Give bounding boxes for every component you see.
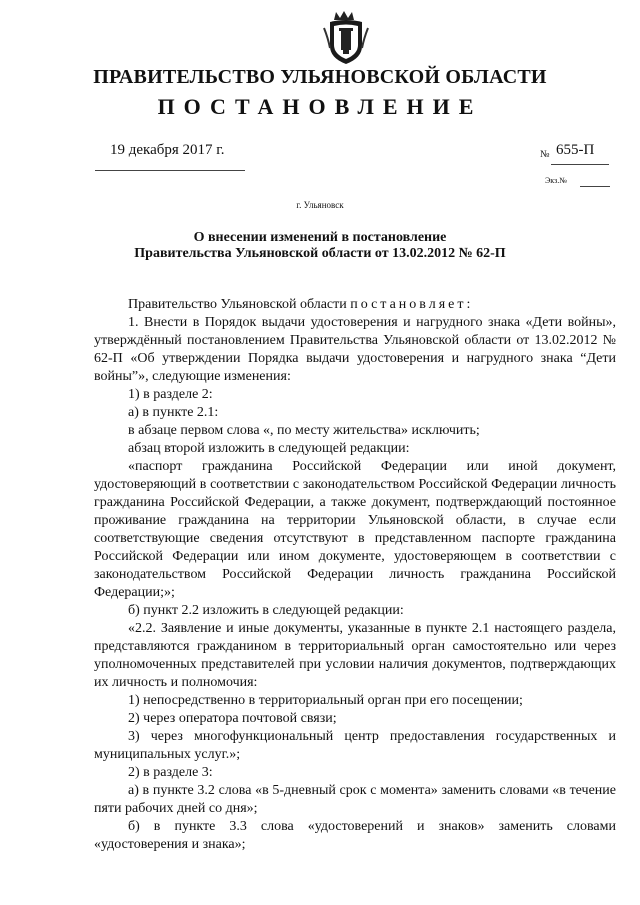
date-underline <box>95 170 245 171</box>
paragraph-7: б) пункт 2.2 изложить в следующей редакции: <box>128 603 404 618</box>
document-subject <box>110 230 530 262</box>
document-number: 655-П <box>556 142 595 158</box>
number-underline <box>551 164 609 165</box>
subject-line-1: О внесении изменений в постановление <box>193 230 447 245</box>
paragraph-3: а) в пункте 2.1: <box>128 405 219 420</box>
document-type-title: ПОСТАНОВЛЕНИЕ <box>157 94 483 119</box>
paragraph-5: абзац второй изложить в следующей редакции: <box>128 441 410 456</box>
document-body <box>94 296 616 854</box>
paragraph-12: 2) в разделе 3: <box>128 765 213 780</box>
paragraph-13: а) в пункте 3.2 слова «в 5-дневный срок с момента» заменить словами «в течение пяти рабочих дней со дня»; <box>94 783 616 816</box>
paragraph-8: «2.2. Заявление и иные документы, указанные в пункте 2.1 настоящего раздела, представляются гражданином в территориальный орган самостоятельно или через уполномоченных представителей при условии наличия документов, подтверждающих их личность и полномочия: <box>94 621 616 690</box>
subject-line-2: Правительства Ульяновской области от 13.02.2012 № 62-П <box>134 246 506 261</box>
paragraph-2: 1) в разделе 2: <box>128 387 213 402</box>
paragraph-9: 1) непосредственно в территориальный орган при его посещении; <box>128 693 523 708</box>
paragraph-4: в абзаце первом слова «, по месту жительства» исключить; <box>128 423 480 438</box>
copy-number-underline <box>580 186 610 187</box>
copy-number-label: Экз.№ <box>545 176 567 185</box>
number-sign: № <box>540 149 550 160</box>
paragraph-14: б) в пункте 3.3 слова «удостоверений и знаков» заменить словами «удостоверения и знака»; <box>94 819 616 852</box>
organization-title: ПРАВИТЕЛЬСТВО УЛЬЯНОВСКОЙ ОБЛАСТИ <box>93 66 547 88</box>
paragraph-10: 2) через оператора почтовой связи; <box>128 711 337 726</box>
paragraph-6: «паспорт гражданина Российской Федерации или иной документ, удостоверяющий в соответствии с законодательством Российской Федерации личность гражданина Российской Федерации, а также документ, подтверждающий постоянное проживание гражданина на территории Ульяновской области, в случае если соответствующие сведения отсутствуют в представленном паспорте гражданина Российской Федерации или ином документе, удостоверяющем в соответствии с законодательством Российской Федерации личность гражданина Российской Федерации;»; <box>94 459 616 600</box>
intro-text: Правительство Ульяновской области <box>128 297 351 312</box>
paragraph-11: 3) через многофункциональный центр предоставления государственных и муниципальных услуг.»; <box>94 729 616 762</box>
intro-colon: : <box>466 297 471 312</box>
intro-spaced-word: постановляет <box>350 297 467 312</box>
document-date: 19 декабря 2017 г. <box>110 142 225 158</box>
intro-paragraph <box>94 296 616 314</box>
city-label: г. Ульяновск <box>296 200 344 210</box>
paragraph-1: 1. Внести в Порядок выдачи удостоверения и нагрудного знака «Дети войны», утверждённый постановлением Правительства Ульяновской области от 13.02.2012 № 62-П «Об утверждении Порядка выдачи удостоверения и нагрудного знака “Дети войны”», следующие изменения: <box>94 315 616 384</box>
coat-of-arms-icon <box>322 8 370 66</box>
